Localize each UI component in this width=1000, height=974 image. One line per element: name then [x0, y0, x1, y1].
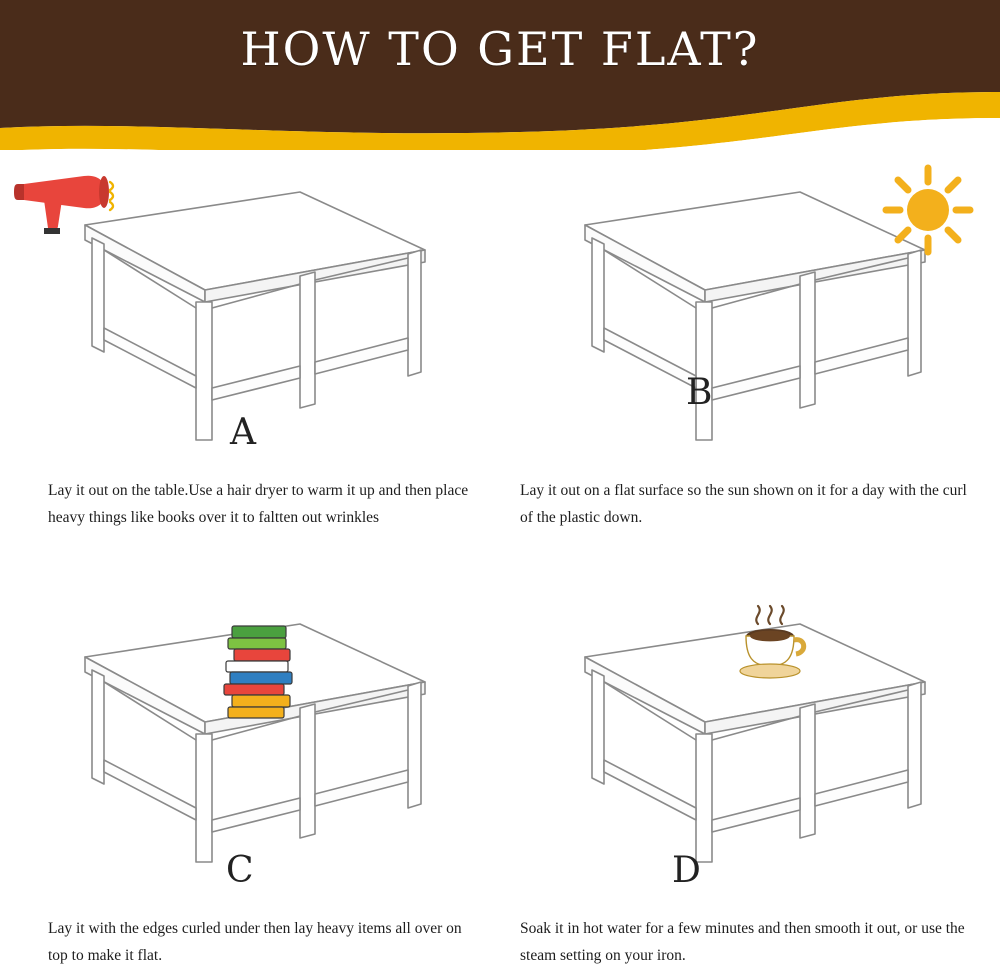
- sun-icon: [878, 160, 978, 260]
- page-title: HOW TO GET FLAT?: [240, 22, 760, 76]
- panel-c: [0, 562, 500, 974]
- panel-caption-a: Lay it out on the table.Use a hair dryer to warm it up and then place heavy things like books over it to faltten out wrinkles: [48, 482, 469, 526]
- panel-letter-d: D: [672, 850, 701, 891]
- panel-caption-b: Lay it out on a flat surface so the sun shown on it for a day with the curl of the plastic down.: [520, 482, 967, 526]
- panel-caption-d: Soak it in hot water for a few minutes and then smooth it out, or use the steam setting on your iron.: [520, 920, 965, 964]
- panel-a: [0, 150, 500, 562]
- header-banner: [0, 0, 1000, 150]
- panel-d: [500, 562, 1000, 974]
- hair-dryer-icon: [14, 170, 124, 240]
- stack-of-books-icon: [218, 622, 313, 732]
- instruction-panels: [0, 150, 1000, 974]
- panel-b: [500, 150, 1000, 562]
- panel-letter-a: A: [230, 412, 256, 453]
- hot-coffee-cup-icon: [718, 598, 818, 688]
- panel-letter-c: C: [226, 850, 254, 891]
- panel-letter-b: B: [686, 372, 713, 413]
- panel-caption-c: Lay it with the edges curled under then lay heavy items all over on top to make it flat.: [48, 920, 462, 964]
